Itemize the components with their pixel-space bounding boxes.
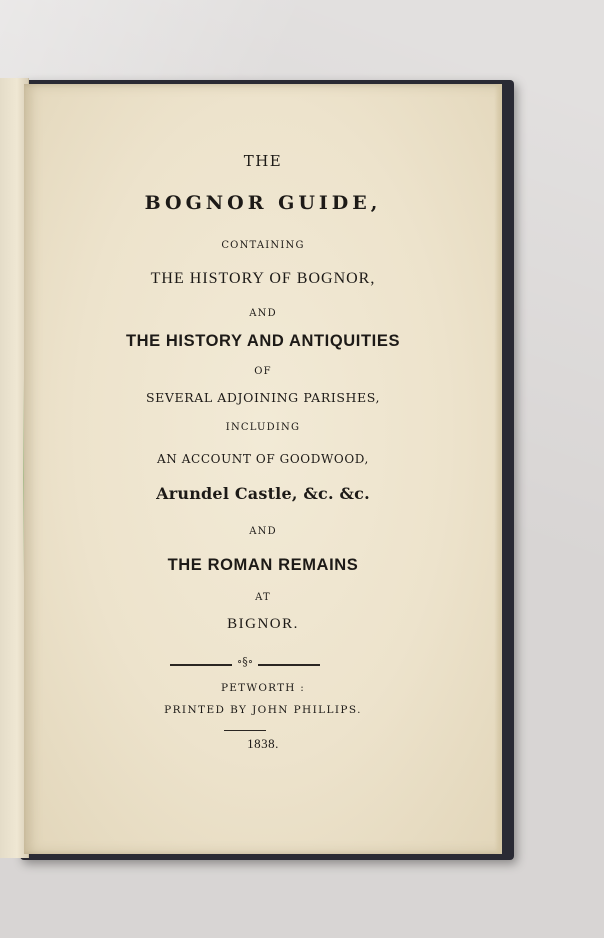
imprint-rule xyxy=(224,730,266,731)
and-line-2: AND xyxy=(249,526,277,537)
title-page xyxy=(24,84,502,854)
history-of-bognor: THE HISTORY OF BOGNOR, xyxy=(150,270,376,287)
history-and-antiquities: THE HISTORY AND ANTIQUITIES xyxy=(125,332,401,350)
imprint-place: PETWORTH : xyxy=(221,682,305,694)
ornament-glyph: ∘§∘ xyxy=(236,655,254,668)
and-line-1: AND xyxy=(249,308,277,319)
title-the: THE xyxy=(243,152,283,170)
ornamental-rule xyxy=(170,655,320,670)
roman-remains: THE ROMAN REMAINS xyxy=(167,556,359,574)
containing-line: CONTAINING xyxy=(221,240,305,251)
of-line: OF xyxy=(254,366,272,377)
including-line: INCLUDING xyxy=(225,422,301,433)
account-of-goodwood: AN ACCOUNT OF GOODWOOD, xyxy=(157,452,369,466)
page-title: BOGNOR GUIDE, xyxy=(144,192,382,214)
imprint-printer: PRINTED BY JOHN PHILLIPS. xyxy=(164,704,362,716)
arundel-castle: Arundel Castle, &c. &c. xyxy=(156,484,370,503)
bignor-line: BIGNOR. xyxy=(227,616,299,632)
several-parishes: SEVERAL ADJOINING PARISHES, xyxy=(145,390,381,405)
at-line: AT xyxy=(255,592,271,603)
imprint-year: 1838. xyxy=(247,736,279,751)
